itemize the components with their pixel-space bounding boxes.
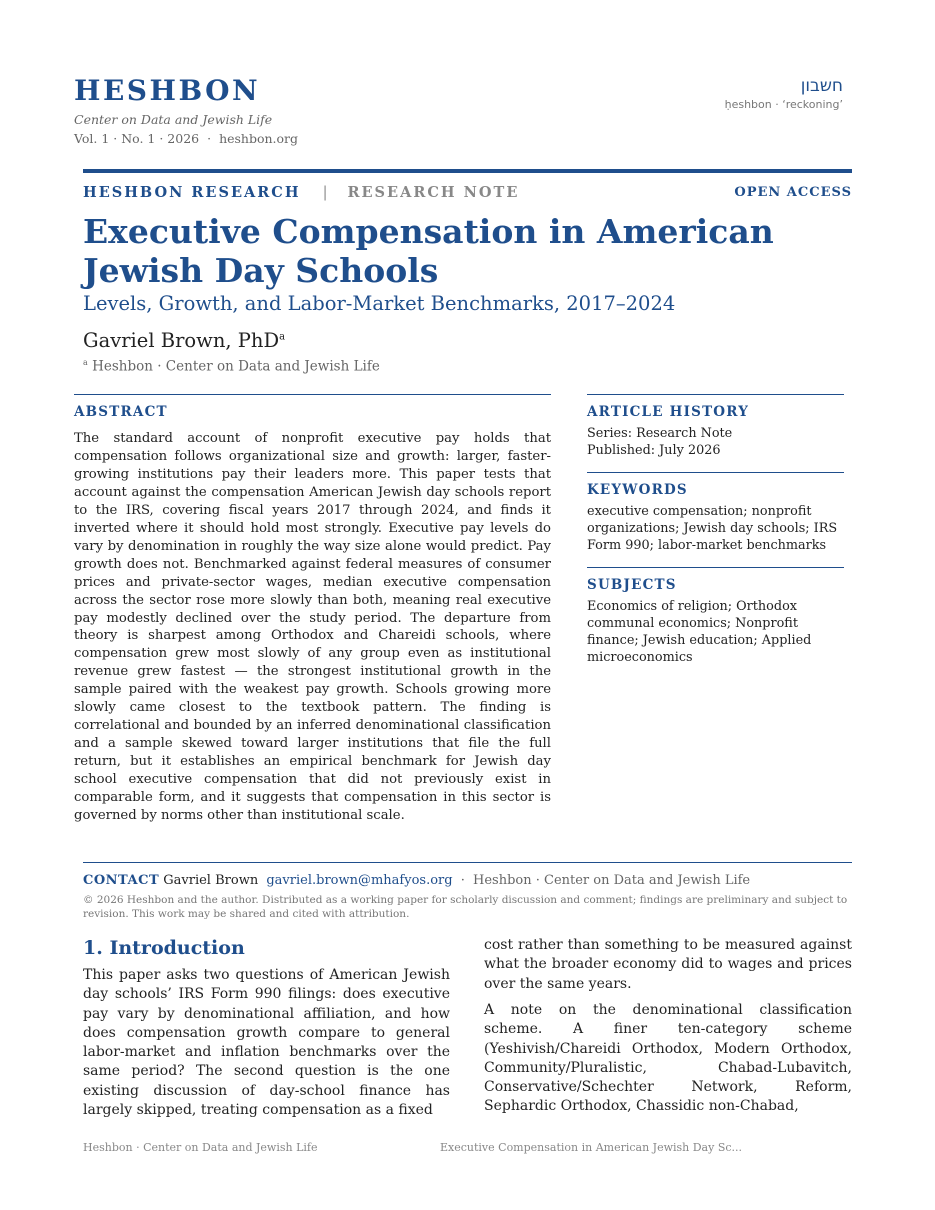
contact-name: Gavriel Brown <box>163 873 259 888</box>
author-line <box>83 329 285 352</box>
volume-line <box>74 131 298 146</box>
copyright-notice: © 2026 Heshbon and the author. Distributed as a working paper for scholarly discussion and comment; findings are preliminary and subject to revision. This work may be shared and cited with attribution. <box>83 894 848 920</box>
introduction-heading: 1. Introduction <box>83 937 245 959</box>
contact-organization: Heshbon · Center on Data and Jewish Life <box>473 873 751 888</box>
history-series: Series: Research Note <box>587 426 733 441</box>
footer-left: Heshbon · Center on Data and Jewish Life <box>83 1141 318 1154</box>
history-rule <box>587 394 844 395</box>
series-bar <box>83 184 852 201</box>
volume-info: Vol. 1 · No. 1 · 2026 <box>74 131 200 146</box>
subjects-rule <box>587 567 844 568</box>
article-type: RESEARCH NOTE <box>347 184 520 201</box>
affiliation-superscript: a <box>83 358 88 367</box>
site-link[interactable]: heshbon.org <box>219 131 299 146</box>
keywords-rule <box>587 472 844 473</box>
contact-rule <box>83 862 852 863</box>
series-name: HESHBON RESEARCH <box>83 184 301 201</box>
abstract-text: The standard account of nonprofit executive pay holds that compensation follows organizational size and growth: larger, faster-growing institutions pay their leaders more. This paper tests that account against the compensation American Jewish day schools report to the IRS, covering fiscal years 2017 through 2024, and finds it inverted where it should hold most strongly. Executive pay levels do vary by denomination in roughly the way size alone would predict. Pay growth does not. Benchmarked against federal measures of consumer prices and private-sector wages, median executive compensation across the sector rose more slowly than both, meaning real executive pay modestly declined over the study period. The departure from theory is sharpest among Orthodox and Chareidi schools, where compensation grew most slowly of any group even as institutional revenue grew fastest — the strongest institutional growth in the sample paired with the weakest pay growth. Schools growing more slowly came closest to the textbook pattern. The finding is correlational and bounded by an inferred denominational classification and a sample skewed toward larger institutions that file the full return, but it establishes an empirical benchmark for Jewish day school executive compensation that did not previously exist in comparable form, and it suggests that compensation in this sector is governed by norms other than institutional scale. <box>74 431 551 824</box>
keywords-heading: KEYWORDS <box>587 482 688 498</box>
brand-name: HESHBON <box>74 74 261 107</box>
subjects-heading: SUBJECTS <box>587 577 677 593</box>
introduction-paragraph-1-continued: cost rather than something to be measured against what the broader economy did to wages and prices over the same years. <box>484 937 852 992</box>
abstract-heading: ABSTRACT <box>74 404 168 420</box>
article-subtitle: Levels, Growth, and Labor-Market Benchmarks, 2017–2024 <box>83 292 676 315</box>
history-published: Published: July 2026 <box>587 443 721 458</box>
hebrew-title: חשבון <box>800 76 843 96</box>
history-heading: ARTICLE HISTORY <box>587 404 750 420</box>
author-superscript: a <box>279 331 286 343</box>
subjects-list: Economics of religion; Orthodox communal economics; Nonprofit finance; Jewish education; Applied microeconomics <box>587 599 812 665</box>
brand-tagline: Center on Data and Jewish Life <box>74 112 273 127</box>
author-name: Gavriel Brown, PhD <box>83 329 280 352</box>
header-rule <box>83 169 852 173</box>
volume-separator: · <box>207 131 212 146</box>
introduction-paragraph-1: This paper asks two questions of American Jewish day schools’ IRS Form 990 filings: does executive pay vary by denominational affiliation, and how does compensation growth compare to general labor-market and inflation benchmarks over the same period? The second question is the one existing discussion of day-school finance has largely skipped, treating compensation as a fixed <box>83 967 450 1119</box>
open-access-badge: OPEN ACCESS <box>734 185 852 200</box>
article-title: Executive Compensation in American Jewish Day Schools <box>83 212 774 290</box>
contact-email-link[interactable]: gavriel.brown@mhafyos.org <box>266 873 453 888</box>
contact-separator: · <box>460 873 465 888</box>
contact-label: CONTACT <box>83 873 160 888</box>
series-separator: | <box>322 184 330 201</box>
introduction-paragraph-2: A note on the denominational classification scheme. A finer ten-category scheme (Yeshivish/Chareidi Orthodox, Modern Orthodox, Community/Pluralistic, Chabad-Lubavitch, Conservative/Schechter Network, Reform, Sephardic Orthodox, Chassidic non-Chabad, <box>484 1002 852 1115</box>
affiliation-line <box>83 358 380 375</box>
contact-line <box>83 873 852 888</box>
keywords-list: executive compensation; nonprofit organizations; Jewish day schools; IRS Form 990; labor-market benchmarks <box>587 504 838 553</box>
abstract-rule <box>74 394 551 395</box>
footer-running-title: Executive Compensation in American Jewish Day Sc... <box>440 1141 743 1154</box>
hebrew-gloss: ḥeshbon · ‘reckoning’ <box>724 98 843 111</box>
affiliation-text: Heshbon · Center on Data and Jewish Life <box>92 358 380 375</box>
